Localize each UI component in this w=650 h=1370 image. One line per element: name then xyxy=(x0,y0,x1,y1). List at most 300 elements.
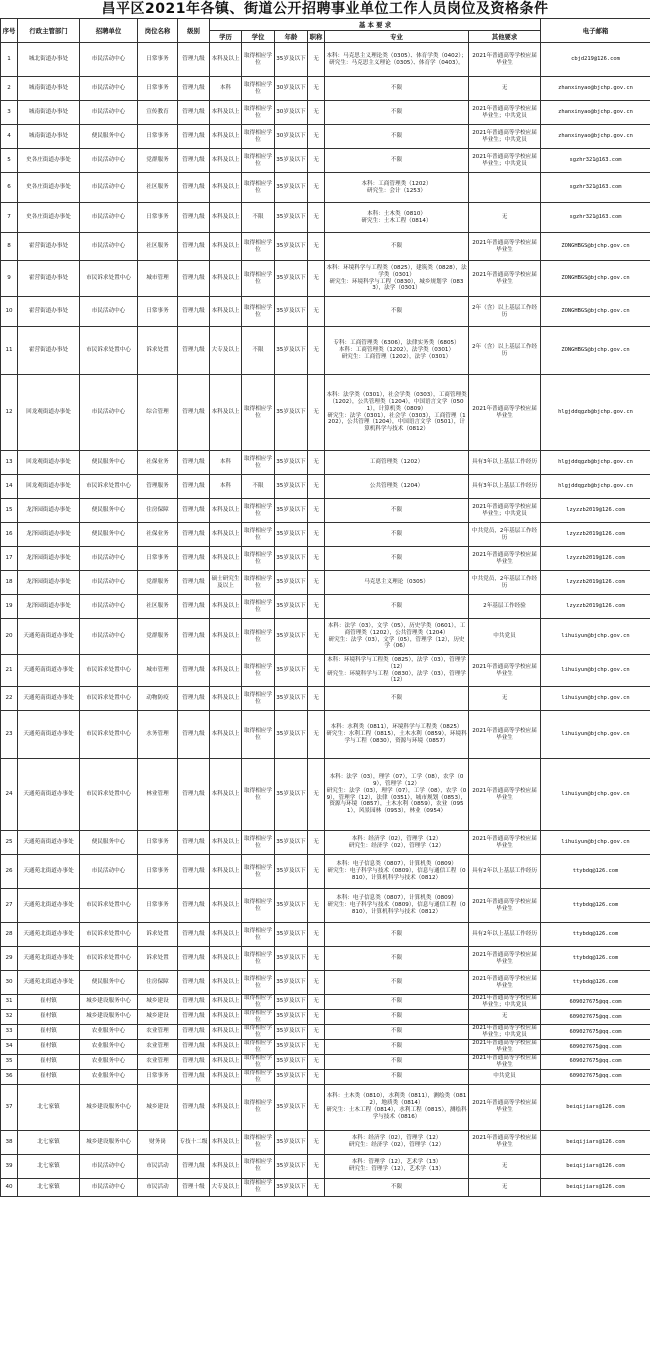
table-row xyxy=(1,149,650,173)
cell-other: 2年（含）以上基层工作经历 xyxy=(469,327,541,375)
cell-age: 35岁及以下 xyxy=(275,523,308,547)
cell-seq: 37 xyxy=(1,1084,18,1130)
cell-title: 无 xyxy=(308,173,325,203)
cell-degree: 取得相应学位 xyxy=(242,233,275,261)
cell-other: 无 xyxy=(469,203,541,233)
cell-edu: 本科及以上 xyxy=(210,889,242,923)
cell-level: 管理九级 xyxy=(178,375,210,451)
cell-dept: 崔村镇 xyxy=(18,1024,80,1039)
cell-title: 无 xyxy=(308,1024,325,1039)
cell-dept: 天通苑南街道办事处 xyxy=(18,831,80,855)
cell-dept: 北七家镇 xyxy=(18,1178,80,1196)
cell-other: 2021年普通高等学校应届毕业生；中共党员 xyxy=(469,995,541,1010)
cell-seq: 29 xyxy=(1,947,18,971)
cell-edu: 本科及以上 xyxy=(210,995,242,1010)
cell-level: 管理九级 xyxy=(178,43,210,77)
table-row xyxy=(1,571,650,595)
cell-other: 2021年普通高等学校应届毕业生；中共党员 xyxy=(469,1024,541,1039)
cell-email: lzyzzb2019@126.com xyxy=(541,499,650,523)
cell-email: hlgjddqgzb@bjchp.gov.cn xyxy=(541,475,650,499)
cell-other: 2021年普通高等学校应届毕业生 xyxy=(469,261,541,297)
cell-unit: 城乡建设服务中心 xyxy=(80,995,138,1010)
cell-post: 日常事务 xyxy=(138,1069,178,1084)
cell-major: 工商管理类（1202） xyxy=(325,451,469,475)
cell-title: 无 xyxy=(308,523,325,547)
cell-degree: 不限 xyxy=(242,327,275,375)
cell-edu: 本科及以上 xyxy=(210,1130,242,1154)
cell-post: 城乡建设 xyxy=(138,1084,178,1130)
cell-major: 不限 xyxy=(325,1009,469,1024)
cell-major: 本科：法学（03），理学（07），工学（08），农学（09），管理学（12） 研究生：法学（03），理学（07），工学（08），农学（09），管理学（12），法律（0351），城市规划（0853），资源与环境（0857），土木水利（0859），农业（0951），风景园林（0953），林业（0954） xyxy=(325,759,469,831)
cell-major: 不限 xyxy=(325,1039,469,1054)
table-row xyxy=(1,297,650,327)
cell-degree: 取得相应学位 xyxy=(242,619,275,655)
cell-email: lzyzzb2019@126.com xyxy=(541,595,650,619)
cell-post: 日常事务 xyxy=(138,855,178,889)
cell-major: 公共管理类（1204） xyxy=(325,475,469,499)
cell-degree: 取得相应学位 xyxy=(242,149,275,173)
cell-title: 无 xyxy=(308,43,325,77)
cell-level: 管理九级 xyxy=(178,1154,210,1178)
cell-level: 管理九级 xyxy=(178,451,210,475)
cell-title: 无 xyxy=(308,149,325,173)
cell-email: ttybdq@126.com xyxy=(541,855,650,889)
table-row xyxy=(1,1084,650,1130)
cell-dept: 龙泽园街道办事处 xyxy=(18,547,80,571)
cell-unit: 市民诉求处置中心 xyxy=(80,759,138,831)
cell-unit: 市民活动中心 xyxy=(80,547,138,571)
cell-title: 无 xyxy=(308,655,325,687)
cell-post: 宣传教育 xyxy=(138,101,178,125)
cell-post: 城市管理 xyxy=(138,261,178,297)
cell-degree: 取得相应学位 xyxy=(242,375,275,451)
table-row xyxy=(1,655,650,687)
cell-degree: 取得相应学位 xyxy=(242,261,275,297)
cell-title: 无 xyxy=(308,1069,325,1084)
table-row xyxy=(1,451,650,475)
cell-unit: 便民服务中心 xyxy=(80,451,138,475)
cell-age: 35岁及以下 xyxy=(275,43,308,77)
cell-major: 本科：管理学（12），艺术学（13） 研究生：管理学（12），艺术学（13） xyxy=(325,1154,469,1178)
cell-email: cbjd219@126.com xyxy=(541,43,650,77)
cell-post: 农业管理 xyxy=(138,1024,178,1039)
cell-title: 无 xyxy=(308,971,325,995)
header-level: 级别 xyxy=(178,19,210,43)
table-row xyxy=(1,43,650,77)
cell-level: 管理九级 xyxy=(178,1069,210,1084)
cell-seq: 6 xyxy=(1,173,18,203)
cell-other: 2021年普通高等学校应届毕业生 xyxy=(469,547,541,571)
cell-major: 本科：电子信息类（0807），计算机类（0809） 研究生：电子科学与技术（0809），信息与通信工程（0810），计算机科学与技术（0812） xyxy=(325,855,469,889)
cell-post: 管理服务 xyxy=(138,475,178,499)
cell-dept: 崔村镇 xyxy=(18,1054,80,1069)
cell-dept: 天通苑北街道办事处 xyxy=(18,947,80,971)
cell-seq: 21 xyxy=(1,655,18,687)
cell-unit: 市民活动中心 xyxy=(80,619,138,655)
cell-age: 35岁及以下 xyxy=(275,855,308,889)
cell-title: 无 xyxy=(308,619,325,655)
cell-email: 609027675@qq.com xyxy=(541,995,650,1010)
cell-major: 不限 xyxy=(325,149,469,173)
cell-dept: 天通苑北街道办事处 xyxy=(18,971,80,995)
page-title: 昌平区2021年各镇、街道公开招聘事业单位工作人员岗位及资格条件 xyxy=(101,1,549,17)
table-row xyxy=(1,233,650,261)
cell-other: 2021年普通高等学校应届毕业生 xyxy=(469,831,541,855)
cell-title: 无 xyxy=(308,475,325,499)
cell-dept: 崔村镇 xyxy=(18,1009,80,1024)
table-row xyxy=(1,995,650,1010)
header-unit: 招聘单位 xyxy=(80,19,138,43)
cell-seq: 11 xyxy=(1,327,18,375)
cell-level: 管理九级 xyxy=(178,149,210,173)
cell-major: 不限 xyxy=(325,971,469,995)
cell-age: 30岁及以下 xyxy=(275,101,308,125)
cell-dept: 天通苑南街道办事处 xyxy=(18,759,80,831)
cell-age: 35岁及以下 xyxy=(275,831,308,855)
cell-email: ttybdq@126.com xyxy=(541,971,650,995)
cell-seq: 33 xyxy=(1,1024,18,1039)
cell-degree: 取得相应学位 xyxy=(242,687,275,711)
cell-edu: 本科及以上 xyxy=(210,261,242,297)
cell-level: 管理九级 xyxy=(178,855,210,889)
cell-title: 无 xyxy=(308,547,325,571)
cell-age: 35岁及以下 xyxy=(275,995,308,1010)
cell-post: 社保业务 xyxy=(138,451,178,475)
cell-seq: 1 xyxy=(1,43,18,77)
table-row xyxy=(1,619,650,655)
cell-other: 2021年普通高等学校应届毕业生；中共党员 xyxy=(469,149,541,173)
cell-seq: 16 xyxy=(1,523,18,547)
cell-major: 不限 xyxy=(325,523,469,547)
cell-email: ttybdq@126.com xyxy=(541,923,650,947)
cell-email: 609027675@qq.com xyxy=(541,1069,650,1084)
cell-age: 35岁及以下 xyxy=(275,327,308,375)
cell-email: lzyzzb2019@126.com xyxy=(541,547,650,571)
cell-age: 35岁及以下 xyxy=(275,261,308,297)
cell-major: 本科：环境科学与工程类（0825），法学（03），管理学（12） 研究生：环境科学与工程（0830），法学（03），管理学（12） xyxy=(325,655,469,687)
table-row xyxy=(1,759,650,831)
cell-dept: 崔村镇 xyxy=(18,995,80,1010)
cell-age: 35岁及以下 xyxy=(275,149,308,173)
cell-age: 35岁及以下 xyxy=(275,375,308,451)
cell-unit: 农业服务中心 xyxy=(80,1054,138,1069)
cell-level: 管理九级 xyxy=(178,203,210,233)
cell-edu: 本科及以上 xyxy=(210,375,242,451)
cell-post: 住房保障 xyxy=(138,499,178,523)
table-row xyxy=(1,889,650,923)
cell-unit: 市民诉求处置中心 xyxy=(80,687,138,711)
cell-seq: 35 xyxy=(1,1054,18,1069)
cell-degree: 取得相应学位 xyxy=(242,971,275,995)
cell-age: 35岁及以下 xyxy=(275,1054,308,1069)
cell-edu: 本科及以上 xyxy=(210,1024,242,1039)
cell-dept: 天通苑北街道办事处 xyxy=(18,923,80,947)
cell-degree: 取得相应学位 xyxy=(242,571,275,595)
cell-level: 专技十二级 xyxy=(178,1130,210,1154)
cell-other: 2年（含）以上基层工作经历 xyxy=(469,297,541,327)
cell-age: 35岁及以下 xyxy=(275,571,308,595)
cell-seq: 28 xyxy=(1,923,18,947)
cell-email: zhanxinyao@bjchp.gov.cn xyxy=(541,77,650,101)
cell-dept: 龙泽园街道办事处 xyxy=(18,499,80,523)
cell-major: 不限 xyxy=(325,125,469,149)
table-row xyxy=(1,499,650,523)
cell-major: 不限 xyxy=(325,923,469,947)
cell-edu: 本科 xyxy=(210,451,242,475)
cell-degree: 取得相应学位 xyxy=(242,43,275,77)
cell-degree: 取得相应学位 xyxy=(242,889,275,923)
header-other: 其他要求 xyxy=(469,31,541,43)
cell-unit: 市民活动中心 xyxy=(80,233,138,261)
cell-level: 管理九级 xyxy=(178,1039,210,1054)
header-major: 专业 xyxy=(325,31,469,43)
cell-unit: 市民活动中心 xyxy=(80,203,138,233)
table-row xyxy=(1,831,650,855)
cell-level: 管理九级 xyxy=(178,889,210,923)
cell-degree: 取得相应学位 xyxy=(242,499,275,523)
cell-major: 专科：工商管理类（6306），法律实务类（6805） 本科：工商管理类（1202），法学类（0301） 研究生：工商管理（1202），法学（0301） xyxy=(325,327,469,375)
cell-edu: 本科及以上 xyxy=(210,125,242,149)
cell-age: 35岁及以下 xyxy=(275,971,308,995)
cell-seq: 22 xyxy=(1,687,18,711)
table-row xyxy=(1,261,650,297)
table-row xyxy=(1,125,650,149)
cell-email: lzyzzb2019@126.com xyxy=(541,523,650,547)
cell-post: 城市管理 xyxy=(138,655,178,687)
cell-email: ZONGHBGS@bjchp.gov.cn xyxy=(541,297,650,327)
cell-dept: 天通苑南街道办事处 xyxy=(18,655,80,687)
cell-edu: 本科及以上 xyxy=(210,149,242,173)
cell-major: 本科：土木类（0810） 研究生：土木工程（0814） xyxy=(325,203,469,233)
cell-degree: 取得相应学位 xyxy=(242,831,275,855)
table-row xyxy=(1,523,650,547)
cell-degree: 取得相应学位 xyxy=(242,711,275,759)
cell-title: 无 xyxy=(308,1009,325,1024)
header-post: 岗位名称 xyxy=(138,19,178,43)
cell-age: 35岁及以下 xyxy=(275,1178,308,1196)
cell-unit: 市民诉求处置中心 xyxy=(80,889,138,923)
cell-email: ZONGHBGS@bjchp.gov.cn xyxy=(541,261,650,297)
cell-title: 无 xyxy=(308,125,325,149)
cell-degree: 取得相应学位 xyxy=(242,595,275,619)
cell-level: 管理九级 xyxy=(178,1084,210,1130)
cell-other: 无 xyxy=(469,687,541,711)
cell-post: 日常事务 xyxy=(138,125,178,149)
cell-email: lzyzzb2019@126.com xyxy=(541,571,650,595)
cell-title: 无 xyxy=(308,1054,325,1069)
cell-age: 35岁及以下 xyxy=(275,655,308,687)
cell-edu: 本科及以上 xyxy=(210,759,242,831)
cell-age: 35岁及以下 xyxy=(275,595,308,619)
cell-edu: 本科及以上 xyxy=(210,1069,242,1084)
cell-level: 管理九级 xyxy=(178,499,210,523)
cell-major: 本科：水利类（0811），环境科学与工程类（0825） 研究生：水利工程（0815），土木水利（0859），环境科学与工程（0830），资源与环境（0857） xyxy=(325,711,469,759)
header-edu: 学历 xyxy=(210,31,242,43)
cell-title: 无 xyxy=(308,923,325,947)
cell-edu: 本科及以上 xyxy=(210,233,242,261)
cell-email: beiqijiars@126.com xyxy=(541,1130,650,1154)
cell-unit: 农业服务中心 xyxy=(80,1039,138,1054)
cell-other: 2021年普通高等学校应届毕业生 xyxy=(469,947,541,971)
cell-degree: 取得相应学位 xyxy=(242,523,275,547)
cell-seq: 12 xyxy=(1,375,18,451)
cell-edu: 本科及以上 xyxy=(210,203,242,233)
cell-edu: 本科及以上 xyxy=(210,43,242,77)
cell-dept: 崔村镇 xyxy=(18,1039,80,1054)
table-row xyxy=(1,1130,650,1154)
cell-age: 35岁及以下 xyxy=(275,619,308,655)
cell-seq: 13 xyxy=(1,451,18,475)
table-row xyxy=(1,375,650,451)
cell-age: 35岁及以下 xyxy=(275,451,308,475)
cell-other: 2021年普通高等学校应届毕业生；中共党员 xyxy=(469,101,541,125)
cell-unit: 市民活动中心 xyxy=(80,297,138,327)
cell-title: 无 xyxy=(308,233,325,261)
cell-edu: 本科及以上 xyxy=(210,619,242,655)
cell-unit: 市民活动中心 xyxy=(80,571,138,595)
cell-seq: 8 xyxy=(1,233,18,261)
cell-unit: 市民活动中心 xyxy=(80,43,138,77)
cell-seq: 23 xyxy=(1,711,18,759)
cell-other: 2年基层工作经验 xyxy=(469,595,541,619)
cell-other: 具有2年以上基层工作经历 xyxy=(469,855,541,889)
cell-level: 管理九级 xyxy=(178,77,210,101)
cell-level: 管理九级 xyxy=(178,101,210,125)
cell-dept: 史各庄街道办事处 xyxy=(18,149,80,173)
cell-seq: 24 xyxy=(1,759,18,831)
cell-other: 2021年普通高等学校应届毕业生 xyxy=(469,1130,541,1154)
cell-major: 马克思主义理论（0305） xyxy=(325,571,469,595)
cell-age: 35岁及以下 xyxy=(275,711,308,759)
cell-age: 35岁及以下 xyxy=(275,1130,308,1154)
table-row xyxy=(1,1069,650,1084)
cell-unit: 市民诉求处置中心 xyxy=(80,947,138,971)
table-body xyxy=(1,43,650,1197)
header-email: 电子邮箱 xyxy=(541,19,650,43)
cell-unit: 市民活动中心 xyxy=(80,1178,138,1196)
cell-post: 党群服务 xyxy=(138,149,178,173)
cell-age: 35岁及以下 xyxy=(275,297,308,327)
cell-other: 中共党员，2年基层工作经历 xyxy=(469,523,541,547)
cell-title: 无 xyxy=(308,101,325,125)
cell-level: 管理九级 xyxy=(178,619,210,655)
cell-degree: 取得相应学位 xyxy=(242,1154,275,1178)
cell-post: 诉求处置 xyxy=(138,947,178,971)
cell-other: 2021年普通高等学校应届毕业生 xyxy=(469,971,541,995)
cell-seq: 20 xyxy=(1,619,18,655)
cell-age: 35岁及以下 xyxy=(275,499,308,523)
cell-seq: 32 xyxy=(1,1009,18,1024)
cell-level: 管理九级 xyxy=(178,233,210,261)
cell-post: 诉求处置 xyxy=(138,923,178,947)
cell-post: 日常事务 xyxy=(138,297,178,327)
cell-degree: 取得相应学位 xyxy=(242,1178,275,1196)
cell-level: 管理九级 xyxy=(178,831,210,855)
cell-major: 本科：法学（03），文学（05），历史学类（0601），工商管理类（1202），公共管理类（1204） 研究生：法学（03），文学（05），管理学（12），历史学（06） xyxy=(325,619,469,655)
cell-dept: 城南街道办事处 xyxy=(18,101,80,125)
cell-post: 水务管理 xyxy=(138,711,178,759)
cell-seq: 14 xyxy=(1,475,18,499)
header-seq: 序号 xyxy=(1,19,18,43)
cell-dept: 回龙观街道办事处 xyxy=(18,475,80,499)
cell-edu: 本科及以上 xyxy=(210,1084,242,1130)
cell-age: 35岁及以下 xyxy=(275,1009,308,1024)
cell-seq: 3 xyxy=(1,101,18,125)
cell-level: 管理九级 xyxy=(178,547,210,571)
cell-major: 不限 xyxy=(325,947,469,971)
cell-title: 无 xyxy=(308,451,325,475)
cell-email: ttybdq@126.com xyxy=(541,889,650,923)
cell-unit: 市民活动中心 xyxy=(80,101,138,125)
cell-post: 动物防疫 xyxy=(138,687,178,711)
cell-age: 35岁及以下 xyxy=(275,889,308,923)
cell-unit: 市民活动中心 xyxy=(80,1154,138,1178)
cell-dept: 龙泽园街道办事处 xyxy=(18,523,80,547)
cell-title: 无 xyxy=(308,327,325,375)
table-row xyxy=(1,1154,650,1178)
cell-seq: 27 xyxy=(1,889,18,923)
cell-edu: 本科 xyxy=(210,77,242,101)
cell-major: 不限 xyxy=(325,1054,469,1069)
cell-dept: 天通苑南街道办事处 xyxy=(18,687,80,711)
cell-post: 住房保障 xyxy=(138,971,178,995)
cell-dept: 城南街道办事处 xyxy=(18,125,80,149)
cell-dept: 霍营街道办事处 xyxy=(18,261,80,297)
cell-email: ttybdq@126.com xyxy=(541,947,650,971)
table-row xyxy=(1,595,650,619)
cell-degree: 取得相应学位 xyxy=(242,923,275,947)
cell-dept: 龙泽园街道办事处 xyxy=(18,571,80,595)
cell-degree: 取得相应学位 xyxy=(242,759,275,831)
cell-level: 管理九级 xyxy=(178,711,210,759)
cell-dept: 城北街道办事处 xyxy=(18,43,80,77)
cell-post: 社区服务 xyxy=(138,233,178,261)
cell-unit: 城乡建设服务中心 xyxy=(80,1130,138,1154)
cell-email: 609027675@qq.com xyxy=(541,1039,650,1054)
cell-post: 城乡建设 xyxy=(138,1009,178,1024)
cell-seq: 19 xyxy=(1,595,18,619)
cell-title: 无 xyxy=(308,947,325,971)
cell-seq: 25 xyxy=(1,831,18,855)
cell-edu: 本科及以上 xyxy=(210,655,242,687)
cell-post: 党群服务 xyxy=(138,619,178,655)
cell-major: 不限 xyxy=(325,233,469,261)
cell-edu: 本科及以上 xyxy=(210,831,242,855)
cell-edu: 大专及以上 xyxy=(210,327,242,375)
cell-major: 不限 xyxy=(325,101,469,125)
cell-unit: 便民服务中心 xyxy=(80,523,138,547)
cell-degree: 取得相应学位 xyxy=(242,297,275,327)
cell-age: 35岁及以下 xyxy=(275,1039,308,1054)
cell-seq: 18 xyxy=(1,571,18,595)
cell-edu: 大专及以上 xyxy=(210,1178,242,1196)
cell-degree: 不限 xyxy=(242,475,275,499)
cell-dept: 龙泽园街道办事处 xyxy=(18,595,80,619)
cell-major: 本科：马克思主义理论类（0305）、体育学类（0402）； 研究生：马克思主义理论（0305）、体育学（0403）。 xyxy=(325,43,469,77)
cell-degree: 取得相应学位 xyxy=(242,1009,275,1024)
cell-level: 管理九级 xyxy=(178,1009,210,1024)
cell-title: 无 xyxy=(308,1039,325,1054)
table-row xyxy=(1,971,650,995)
cell-other: 2021年普通高等学校应届毕业生 xyxy=(469,1039,541,1054)
cell-level: 管理九级 xyxy=(178,297,210,327)
cell-title: 无 xyxy=(308,77,325,101)
cell-degree: 不限 xyxy=(242,203,275,233)
cell-title: 无 xyxy=(308,831,325,855)
table-row xyxy=(1,947,650,971)
cell-email: sgzhr321@163.com xyxy=(541,149,650,173)
cell-email: hlgjddqgzb@bjchp.gov.cn xyxy=(541,375,650,451)
